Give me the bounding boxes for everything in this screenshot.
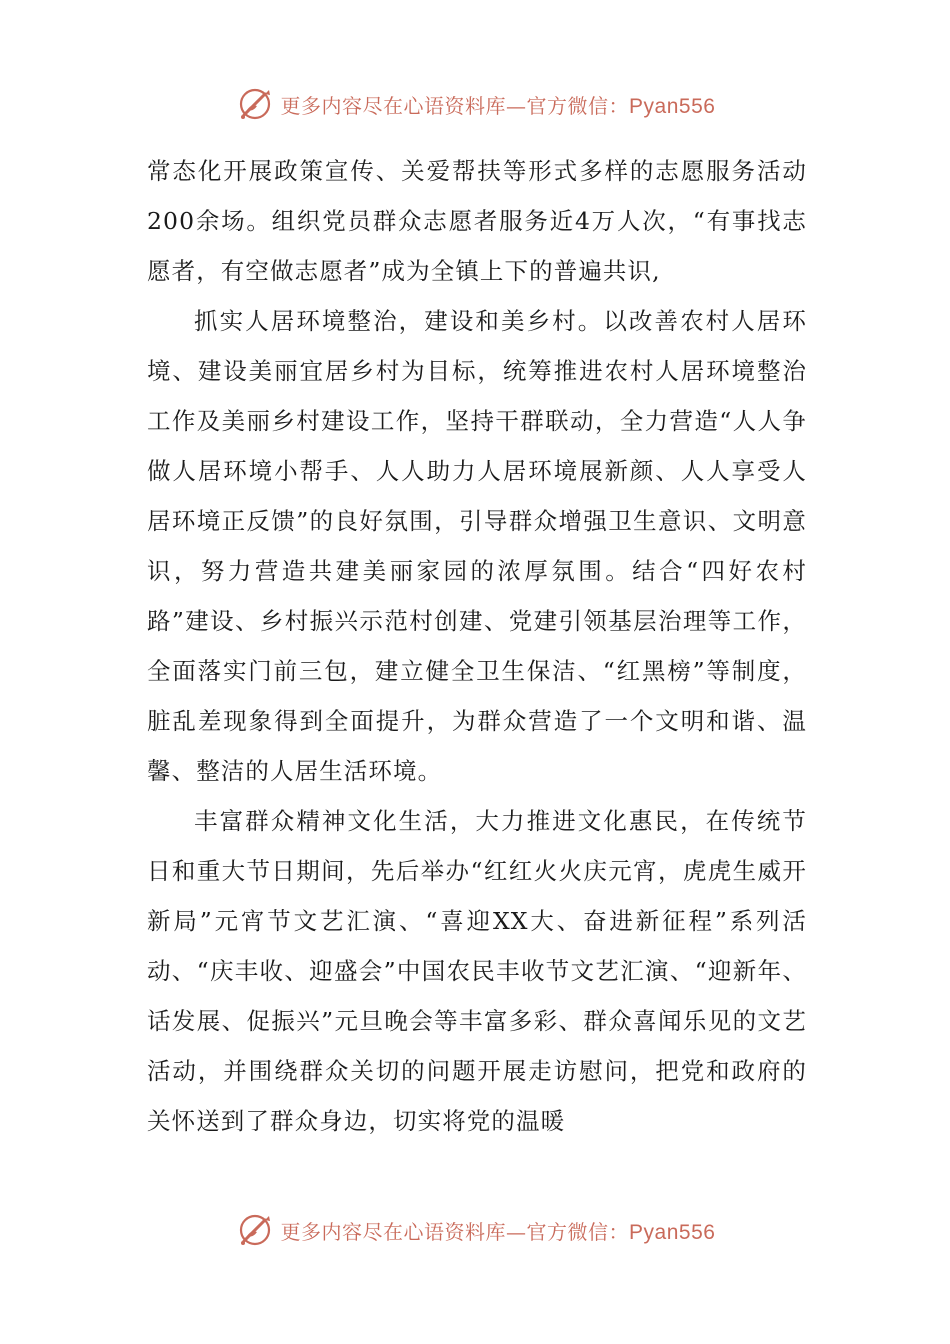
footer-banner-text: 更多内容尽在心语资料库—官方微信：Pyan556 <box>280 1219 716 1244</box>
paragraph-continued: 常态化开展政策宣传、关爱帮扶等形式多样的志愿服务活动200余场。组织党员群众志愿者服务近4万人次，“有事找志愿者，有空做志愿者”成为全镇上下的普遍共识, <box>147 157 807 285</box>
wechat-id: Pyan556 <box>629 1220 716 1244</box>
wechat-id: Pyan556 <box>629 94 716 118</box>
header-banner <box>0 82 950 126</box>
document-body <box>147 146 807 1146</box>
pen-seal-logo-icon <box>235 84 275 124</box>
footer-banner <box>0 1208 950 1252</box>
paragraph-culture: 丰富群众精神文化生活，大力推进文化惠民，在传统节日和重大节日期间，先后举办“红红火火庆元宵，虎虎生威开新局”元宵节文艺汇演、“喜迎XX大、奋进新征程”系列活动、“庆丰收、迎盛会”中国农民丰收节文艺汇演、“迎新年、话发展、促振兴”元旦晚会等丰富多彩、群众喜闻乐见的文艺活动，并围绕群众关切的问题开展走访慰问，把党和政府的关怀送到了群众身边，切实将党的温暖 <box>147 807 807 1135</box>
pen-seal-logo-icon <box>235 1210 275 1250</box>
header-banner-text: 更多内容尽在心语资料库—官方微信：Pyan556 <box>280 93 716 118</box>
paragraph-environment: 抓实人居环境整治，建设和美乡村。以改善农村人居环境、建设美丽宜居乡村为目标，统筹推进农村人居环境整治工作及美丽乡村建设工作，坚持干群联动，全力营造“人人争做人居环境小帮手、人人助力人居环境展新颜、人人享受人居环境正反馈”的良好氛围，引导群众增强卫生意识、文明意识，努力营造共建美丽家园的浓厚氛围。结合“四好农村路”建设、乡村振兴示范村创建、党建引领基层治理等工作，全面落实门前三包，建立健全卫生保洁、“红黑榜”等制度，脏乱差现象得到全面提升，为群众营造了一个文明和谐、温馨、整洁的人居生活环境。 <box>147 307 807 785</box>
